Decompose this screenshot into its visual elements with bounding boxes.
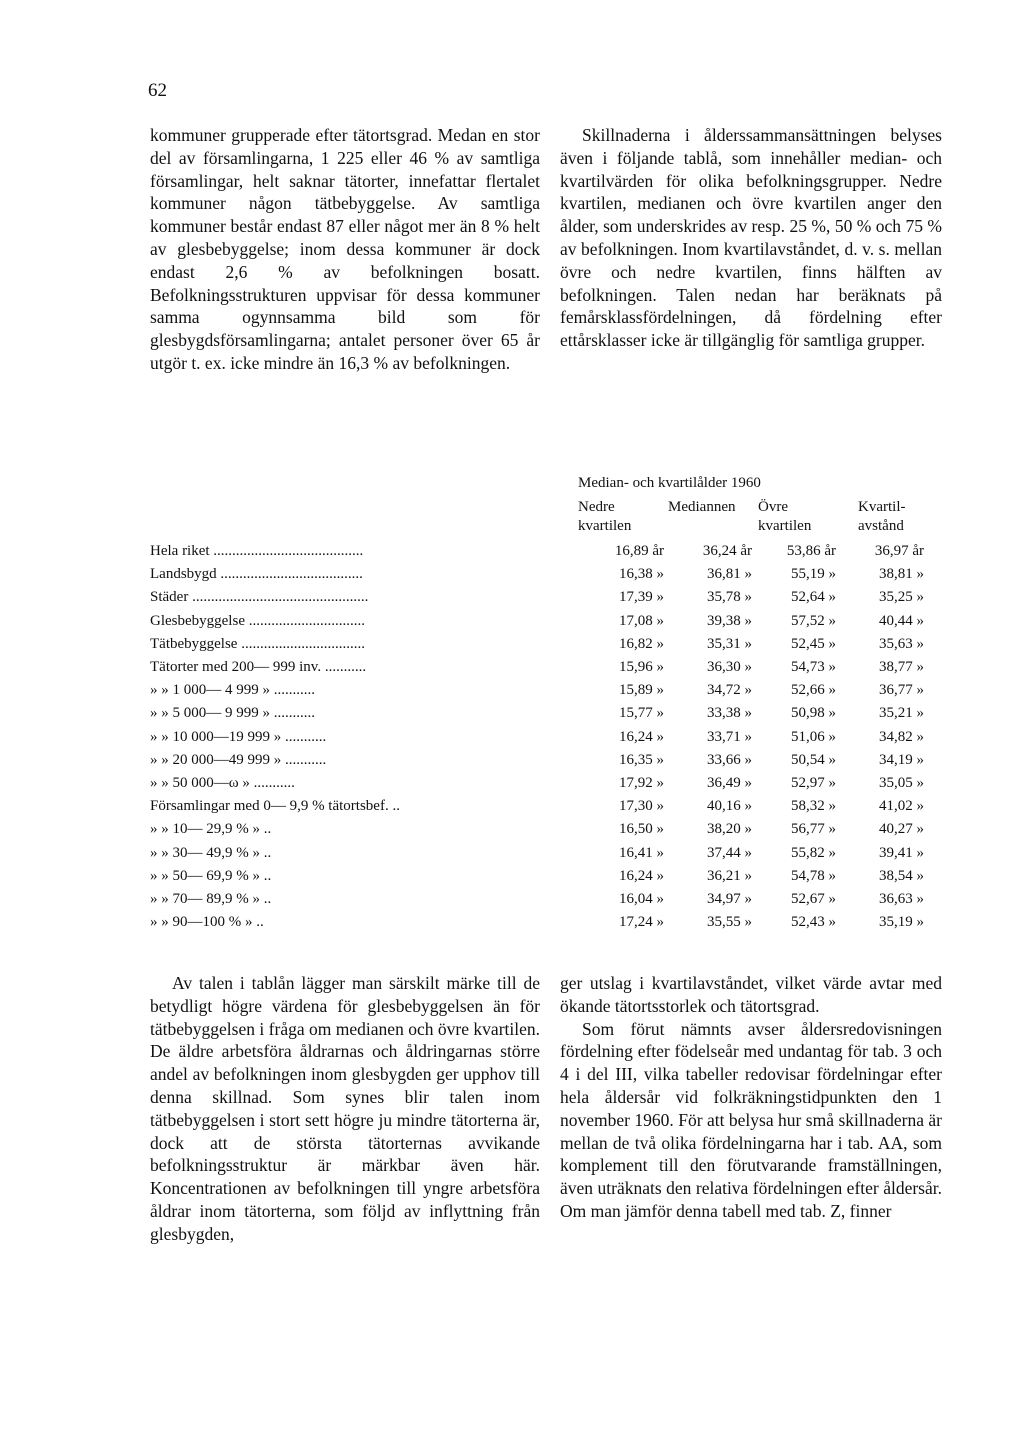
row-value: 54,78 » [791, 867, 836, 884]
table-row [150, 610, 950, 633]
row-value: 55,19 » [791, 566, 836, 583]
row-value: 33,38 » [707, 705, 752, 722]
row-label: » » 1 000— 4 999 » ........... [150, 682, 315, 699]
table-row [150, 818, 950, 841]
row-value: 52,67 » [791, 891, 836, 907]
row-value: 17,08 » [619, 612, 664, 629]
row-value: 40,16 » [707, 798, 752, 815]
row-value: 17,24 » [619, 914, 664, 931]
row-value: 15,77 » [619, 705, 664, 722]
table-row [150, 702, 950, 725]
row-value: 37,44 » [707, 844, 752, 861]
row-value: 52,66 » [791, 682, 836, 699]
table-row [150, 911, 950, 934]
table-row [150, 749, 950, 772]
row-value: 36,30 » [707, 659, 752, 675]
row-label: Landsbygd ...................................... [150, 566, 363, 583]
row-value: 55,82 » [791, 844, 836, 861]
table-row [150, 633, 950, 656]
table-row [150, 726, 950, 749]
row-value: 35,05 » [879, 775, 924, 791]
row-value: 34,82 » [879, 728, 924, 745]
table-row [150, 795, 950, 818]
row-value: 54,73 » [791, 659, 836, 675]
row-value: 16,38 » [619, 566, 664, 583]
row-value: 38,77 » [879, 659, 924, 675]
row-value: 36,21 » [707, 867, 752, 884]
row-value: 36,81 » [707, 566, 752, 583]
row-value: 16,50 » [619, 821, 664, 838]
row-label: » » 50 000—ω » ........... [150, 775, 295, 791]
row-value: 39,41 » [879, 844, 924, 861]
row-value: 36,24 år [702, 543, 752, 559]
row-value: 17,92 » [619, 775, 664, 791]
paragraph: ger utslag i kvartilavståndet, vilket värde avtar med ökande tätortsstorlek och tätortsgrad. [560, 973, 942, 1016]
table-row [150, 888, 950, 911]
paragraph: Av talen i tablån lägger man särskilt märke till de betydligt högre värdena för glesbebyggelsen än för tätbebyggelsen i fråga om medianen och övre kvartilen. De äldre arbetsföra åldrarnas och åldringarnas större andel av befolkningen inom glesbygden ger upphov till denna skillnad. Som synes blir talen inom tätbebyggelsen i stort sett högre ju mindre tätorterna är, dock att de största tätorternas avvikande befolkningsstruktur är märkbar även här. Koncentrationen av befolkningen till yngre arbetsföra åldrar inom tätorterna, som följd av inflyttning från glesbygden, [150, 973, 540, 1244]
row-label: » » 70— 89,9 % » .. [150, 891, 272, 907]
row-value: 40,44 » [879, 612, 924, 629]
row-value: 16,82 » [619, 635, 664, 652]
row-value: 36,97 år [874, 543, 924, 559]
header-median: Mediannen [668, 499, 736, 515]
text-column-bottom-left [150, 972, 540, 1246]
row-value: 16,24 » [619, 867, 664, 884]
row-value: 38,20 » [707, 821, 752, 838]
header-interquartile: Kvartilavstånd [858, 499, 906, 534]
row-value: 35,19 » [879, 914, 924, 931]
row-label: » » 5 000— 9 999 » ........... [150, 705, 315, 722]
row-value: 34,72 » [707, 682, 752, 699]
row-value: 38,81 » [879, 566, 924, 583]
paragraph: Skillnaderna i ålderssammansättningen belyses även i följande tablå, som innehåller median- och kvartilvärden för olika befolkningsgrupper. Nedre kvartilen, medianen och övre kvartilen anger den ålder, som underskrides av resp. 25 %, 50 % och 75 % av befolkningen. Inom kvartilavståndet, d. v. s. mellan övre och nedre kvartilen, finns hälften av befolkningen. Talen nedan har beräknats på femårsklassfördelningen, då fördelning efter ettårsklasser icke är tillgänglig för samtliga grupper. [560, 125, 942, 351]
row-value: 52,45 » [791, 635, 836, 652]
row-label: Glesbebyggelse ............................... [150, 612, 365, 629]
header-lower-quartile: Nedre kvartilen [578, 499, 632, 534]
row-label: » » 10— 29,9 % » .. [150, 821, 272, 838]
table-row [150, 540, 950, 563]
row-value: 15,96 » [619, 659, 664, 675]
row-value: 17,30 » [619, 798, 664, 815]
header-upper-quartile: Övre kvartilen [758, 499, 812, 534]
row-value: 52,97 » [791, 775, 836, 791]
row-value: 39,38 » [707, 612, 752, 629]
row-value: 52,43 » [791, 914, 836, 931]
row-label: » » 20 000—49 999 » ........... [150, 751, 327, 768]
paragraph: Som förut nämnts avser åldersredovisningen fördelning efter födelseår med undantag för tab. 3 och 4 i del III, vilka tabeller redovisar fördelningar efter hela åldersår vid folkräkningstidpunkten den 1 november 1960. För att belysa hur små skillnaderna är mellan de två olika fördelningarna har i tab. AA, som komplement till den förutvarande framställningen, även uträknats den relativa fördelningen efter åldersår. Om man jämför denna tabell med tab. Z, finner [560, 1018, 942, 1221]
row-label: » » 90—100 % » .. [150, 914, 264, 931]
row-value: 17,39 » [619, 589, 664, 606]
row-value: 35,31 » [707, 635, 752, 652]
row-label: Städer ............................................... [150, 589, 369, 606]
table-row [150, 865, 950, 888]
text-column-top-right [560, 124, 942, 352]
table-row [150, 656, 950, 679]
row-label: » » 30— 49,9 % » .. [150, 844, 272, 861]
row-value: 36,63 » [879, 891, 924, 907]
row-value: 35,63 » [879, 635, 924, 652]
row-value: 35,21 » [879, 705, 924, 722]
row-value: 34,97 » [707, 891, 752, 907]
row-value: 50,98 » [791, 705, 836, 722]
row-value: 40,27 » [879, 821, 924, 838]
row-value: 33,66 » [707, 751, 752, 768]
row-value: 15,89 » [619, 682, 664, 699]
table-row [150, 842, 950, 865]
row-value: 57,52 » [791, 612, 836, 629]
table-row [150, 772, 950, 795]
table-title: Median- och kvartilålder 1960 [578, 475, 761, 491]
row-value: 35,25 » [879, 589, 924, 606]
paragraph: kommuner grupperade efter tätortsgrad. Medan en stor del av församlingarna, 1 225 eller 46 % av samtliga församlingar, helt saknar tätorter, innefattar flertalet kommuner någon tätbebyggelse. Av samtliga kommuner består endast 87 eller något mer än 8 % helt av glesbebyggelse; inom dessa kommuner är dock endast 2,6 % av befolkningen bosatt. Befolkningsstrukturen uppvisar för dessa kommuner samma ogynnsamma bild som för glesbygdsförsamlingarna; antalet personer över 65 år utgör t. ex. icke mindre än 16,3 % av befolkningen. [150, 125, 540, 373]
row-value: 53,86 år [786, 543, 836, 559]
row-value: 58,32 » [791, 798, 836, 815]
row-value: 34,19 » [879, 751, 924, 768]
row-value: 50,54 » [791, 751, 836, 768]
row-value: 51,06 » [791, 728, 836, 745]
row-value: 16,24 » [619, 728, 664, 745]
row-value: 41,02 » [879, 798, 924, 815]
text-column-bottom-right [560, 972, 942, 1223]
row-value: 56,77 » [791, 821, 836, 838]
table-row [150, 679, 950, 702]
row-value: 16,35 » [619, 751, 664, 768]
row-value: 16,04 » [619, 891, 664, 907]
row-value: 33,71 » [707, 728, 752, 745]
row-label: Tätbebyggelse ................................. [150, 635, 365, 652]
row-value: 36,77 » [879, 682, 924, 699]
table-row [150, 563, 950, 586]
page-number: 62 [148, 80, 167, 101]
row-value: 36,49 » [707, 775, 752, 791]
row-value: 52,64 » [791, 589, 836, 606]
row-value: 35,55 » [707, 914, 752, 931]
row-value: 16,89 år [614, 543, 664, 559]
row-label: » » 10 000—19 999 » ........... [150, 728, 327, 745]
table-row [150, 586, 950, 609]
row-value: 35,78 » [707, 589, 752, 606]
row-label: » » 50— 69,9 % » .. [150, 867, 272, 884]
row-label: Församlingar med 0— 9,9 % tätortsbef. .. [150, 798, 400, 815]
row-value: 38,54 » [879, 867, 924, 884]
row-label: Tätorter med 200— 999 inv. ........... [150, 659, 367, 675]
row-label: Hela riket ........................................ [150, 543, 364, 559]
text-column-top-left [150, 124, 540, 375]
row-value: 16,41 » [619, 844, 664, 861]
